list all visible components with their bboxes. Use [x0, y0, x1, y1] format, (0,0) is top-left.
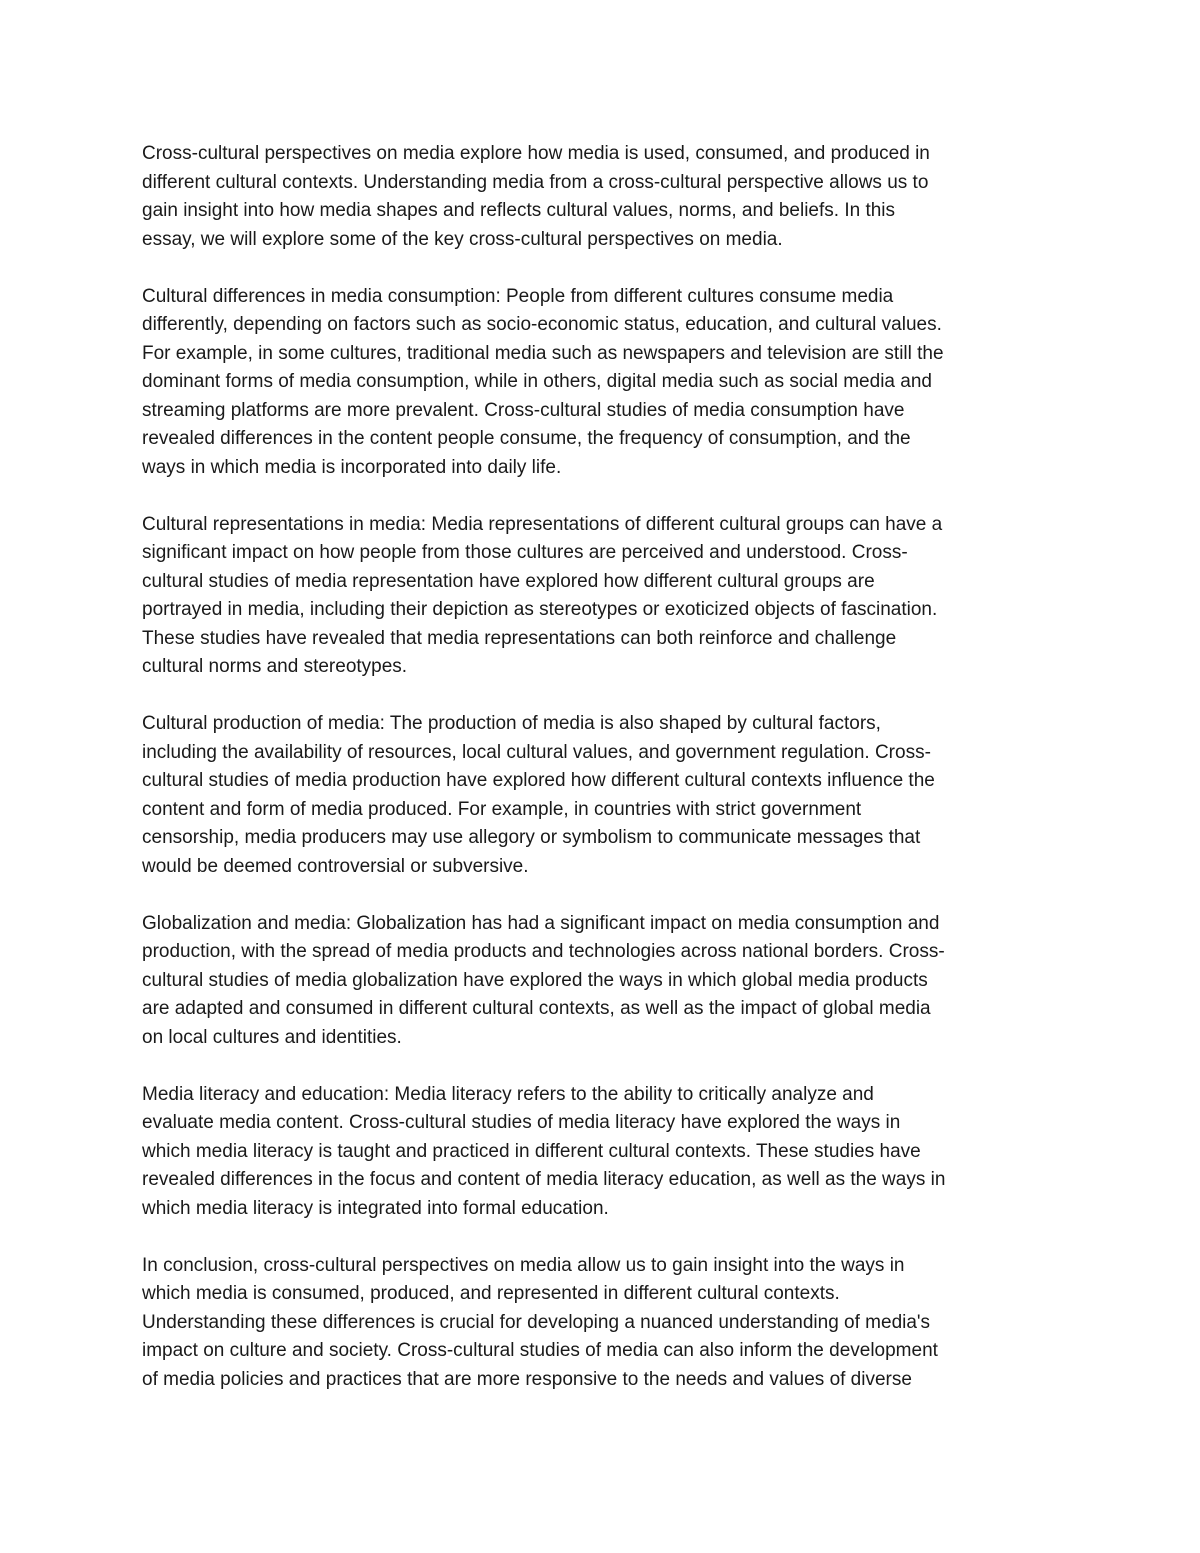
paragraph-media-literacy: Media literacy and education: Media literacy refers to the ability to critically analyze and evaluate media content. Cross-cultural studies of media literacy have explored the ways in which media literacy is taught and practiced in different cultural contexts. These studies have revealed differences in the focus and content of media literacy education, as well as the ways in which media literacy is integrated into formal education.	[142, 1083, 946, 1219]
paragraph-media-representations: Cultural representations in media: Media representations of different cultural groups can have a significant impact on how people from those cultures are perceived and understood. Cross- cultural studies of media representation have explored how different cultural groups are portrayed in media, including their depiction as stereotypes or exoticized objects of fascination. These studies have revealed that media representations can both reinforce and challenge cultural norms and stereotypes.	[142, 513, 943, 677]
paragraph-media-consumption: Cultural differences in media consumption: People from different cultures consume media differently, depending on factors such as socio-economic status, education, and cultural values. For example, in some cultures, traditional media such as newspapers and television are still the dominant forms of media consumption, while in others, digital media such as social media and streaming platforms are more prevalent. Cross-cultural studies of media consumption have revealed differences in the content people consume, the frequency of consumption, and the ways in which media is incorporated into daily life.	[142, 285, 944, 478]
paragraph-globalization: Globalization and media: Globalization has had a significant impact on media consumption and production, with the spread of media products and technologies across national borders. Cross- cultural studies of media globalization have explored the ways in which global media products are adapted and consumed in different cultural contexts, as well as the impact of global media on local cultures and identities.	[142, 912, 945, 1048]
paragraph-conclusion: In conclusion, cross-cultural perspectives on media allow us to gain insight into the ways in which media is consumed, produced, and represented in different cultural contexts. Understanding these differences is crucial for developing a nuanced understanding of media's impact on culture and society. Cross-cultural studies of media can also inform the development of media policies and practices that are more responsive to the needs and values of diverse	[142, 1254, 938, 1390]
paragraph-introduction: Cross-cultural perspectives on media explore how media is used, consumed, and produced in different cultural contexts. Understanding media from a cross-cultural perspective allows us to gain insight into how media shapes and reflects cultural values, norms, and beliefs. In this essay, we will explore some of the key cross-cultural perspectives on media.	[142, 143, 930, 250]
document-body	[142, 140, 1072, 1423]
paragraph-media-production: Cultural production of media: The production of media is also shaped by cultural factors, including the availability of resources, local cultural values, and government regulation. Cross- cultural studies of media production have explored how different cultural contexts influence the content and form of media produced. For example, in countries with strict government censorship, media producers may use allegory or symbolism to communicate messages that would be deemed controversial or subversive.	[142, 713, 935, 877]
